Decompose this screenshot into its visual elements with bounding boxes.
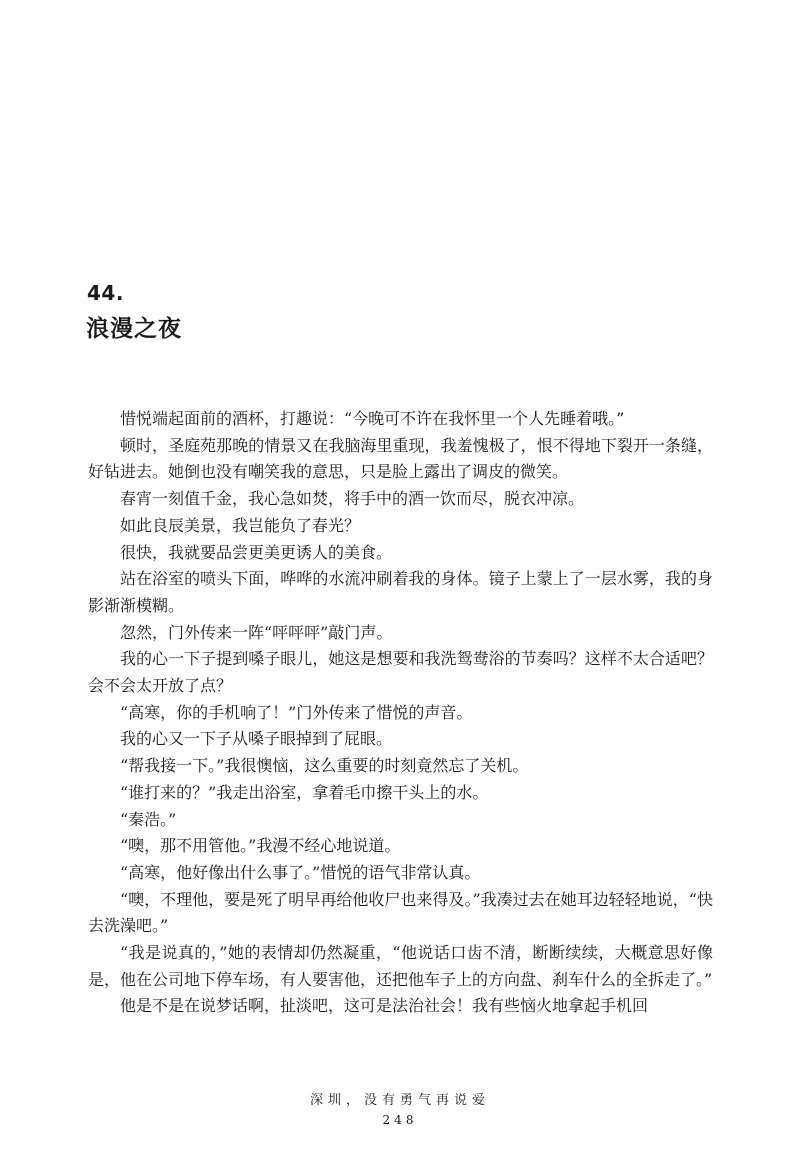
paragraph: 我的心一下子提到嗓子眼儿，她这是想要和我洗鸳鸯浴的节奏吗？这样不太合适吧？会不会太开放了点？ [88,649,713,696]
paragraph: “帮我接一下。”我很懊恼，这么重要的时刻竟然忘了关机。 [120,756,529,776]
page-number: 248 [382,1113,418,1127]
paragraph: “噢，不理他，要是死了明早再给他收尸也来得及。”我凑过去在她耳边轻轻地说，“快去洗澡吧。” [88,889,713,936]
chapter-title: 浪漫之夜 [86,316,182,342]
paragraph: 站在浴室的喷头下面，哗哗的水流冲刷着我的身体。镜子上蒙上了一层水雾，我的身影渐渐模糊。 [88,569,713,615]
paragraph: “高寒，他好像出什么事了。”惜悦的语气非常认真。 [120,862,481,882]
chapter-number: 44. [87,281,124,305]
running-footer-title: 深圳，没有勇气再说爱 [309,1093,490,1108]
paragraph: “谁打来的？”我走出浴室，拿着毛巾擦干头上的水。 [120,782,489,802]
paragraph: 如此良辰美景，我岂能负了春光？ [120,515,361,535]
paragraph: “我是说真的，”她的表情却仍然凝重，“他说话口齿不清，断断续续，大概意思好像是，他在公司地下停车场，有人要害他，还把他车子上的方向盘、刹车什么的全拆走了。” [88,943,713,989]
paragraph: 忽然，门外传来一阵“呯呯呯”敲门声。 [120,622,393,642]
paragraph: 我的心又一下子从嗓子眼掉到了屁眼。 [120,729,393,749]
paragraph: “高寒，你的手机响了！”门外传来了惜悦的声音。 [120,702,473,722]
paragraph: 惜悦端起面前的酒杯，打趣说：“今晚可不许在我怀里一个人先睡着哦。” [120,409,625,428]
paragraph: 顿时，圣庭苑那晚的情景又在我脑海里重现，我羞愧极了，恨不得地下裂开一条缝，好钻进去。她倒也没有嘲笑我的意思，只是脸上露出了调皮的微笑。 [88,435,713,482]
chapter-body [88,406,713,1020]
paragraph: “噢，那不用管他。”我漫不经心地说道。 [120,836,401,856]
paragraph: 很快，我就要品尝更美更诱人的美食。 [120,542,393,562]
paragraph: 春宵一刻值千金，我心急如焚，将手中的酒一饮而尽，脱衣冲凉。 [120,489,585,509]
paragraph: “秦浩。” [120,809,177,829]
paragraph: 他是不是在说梦话啊，扯淡吧，这可是法治社会！我有些恼火地拿起手机回 [120,996,649,1016]
